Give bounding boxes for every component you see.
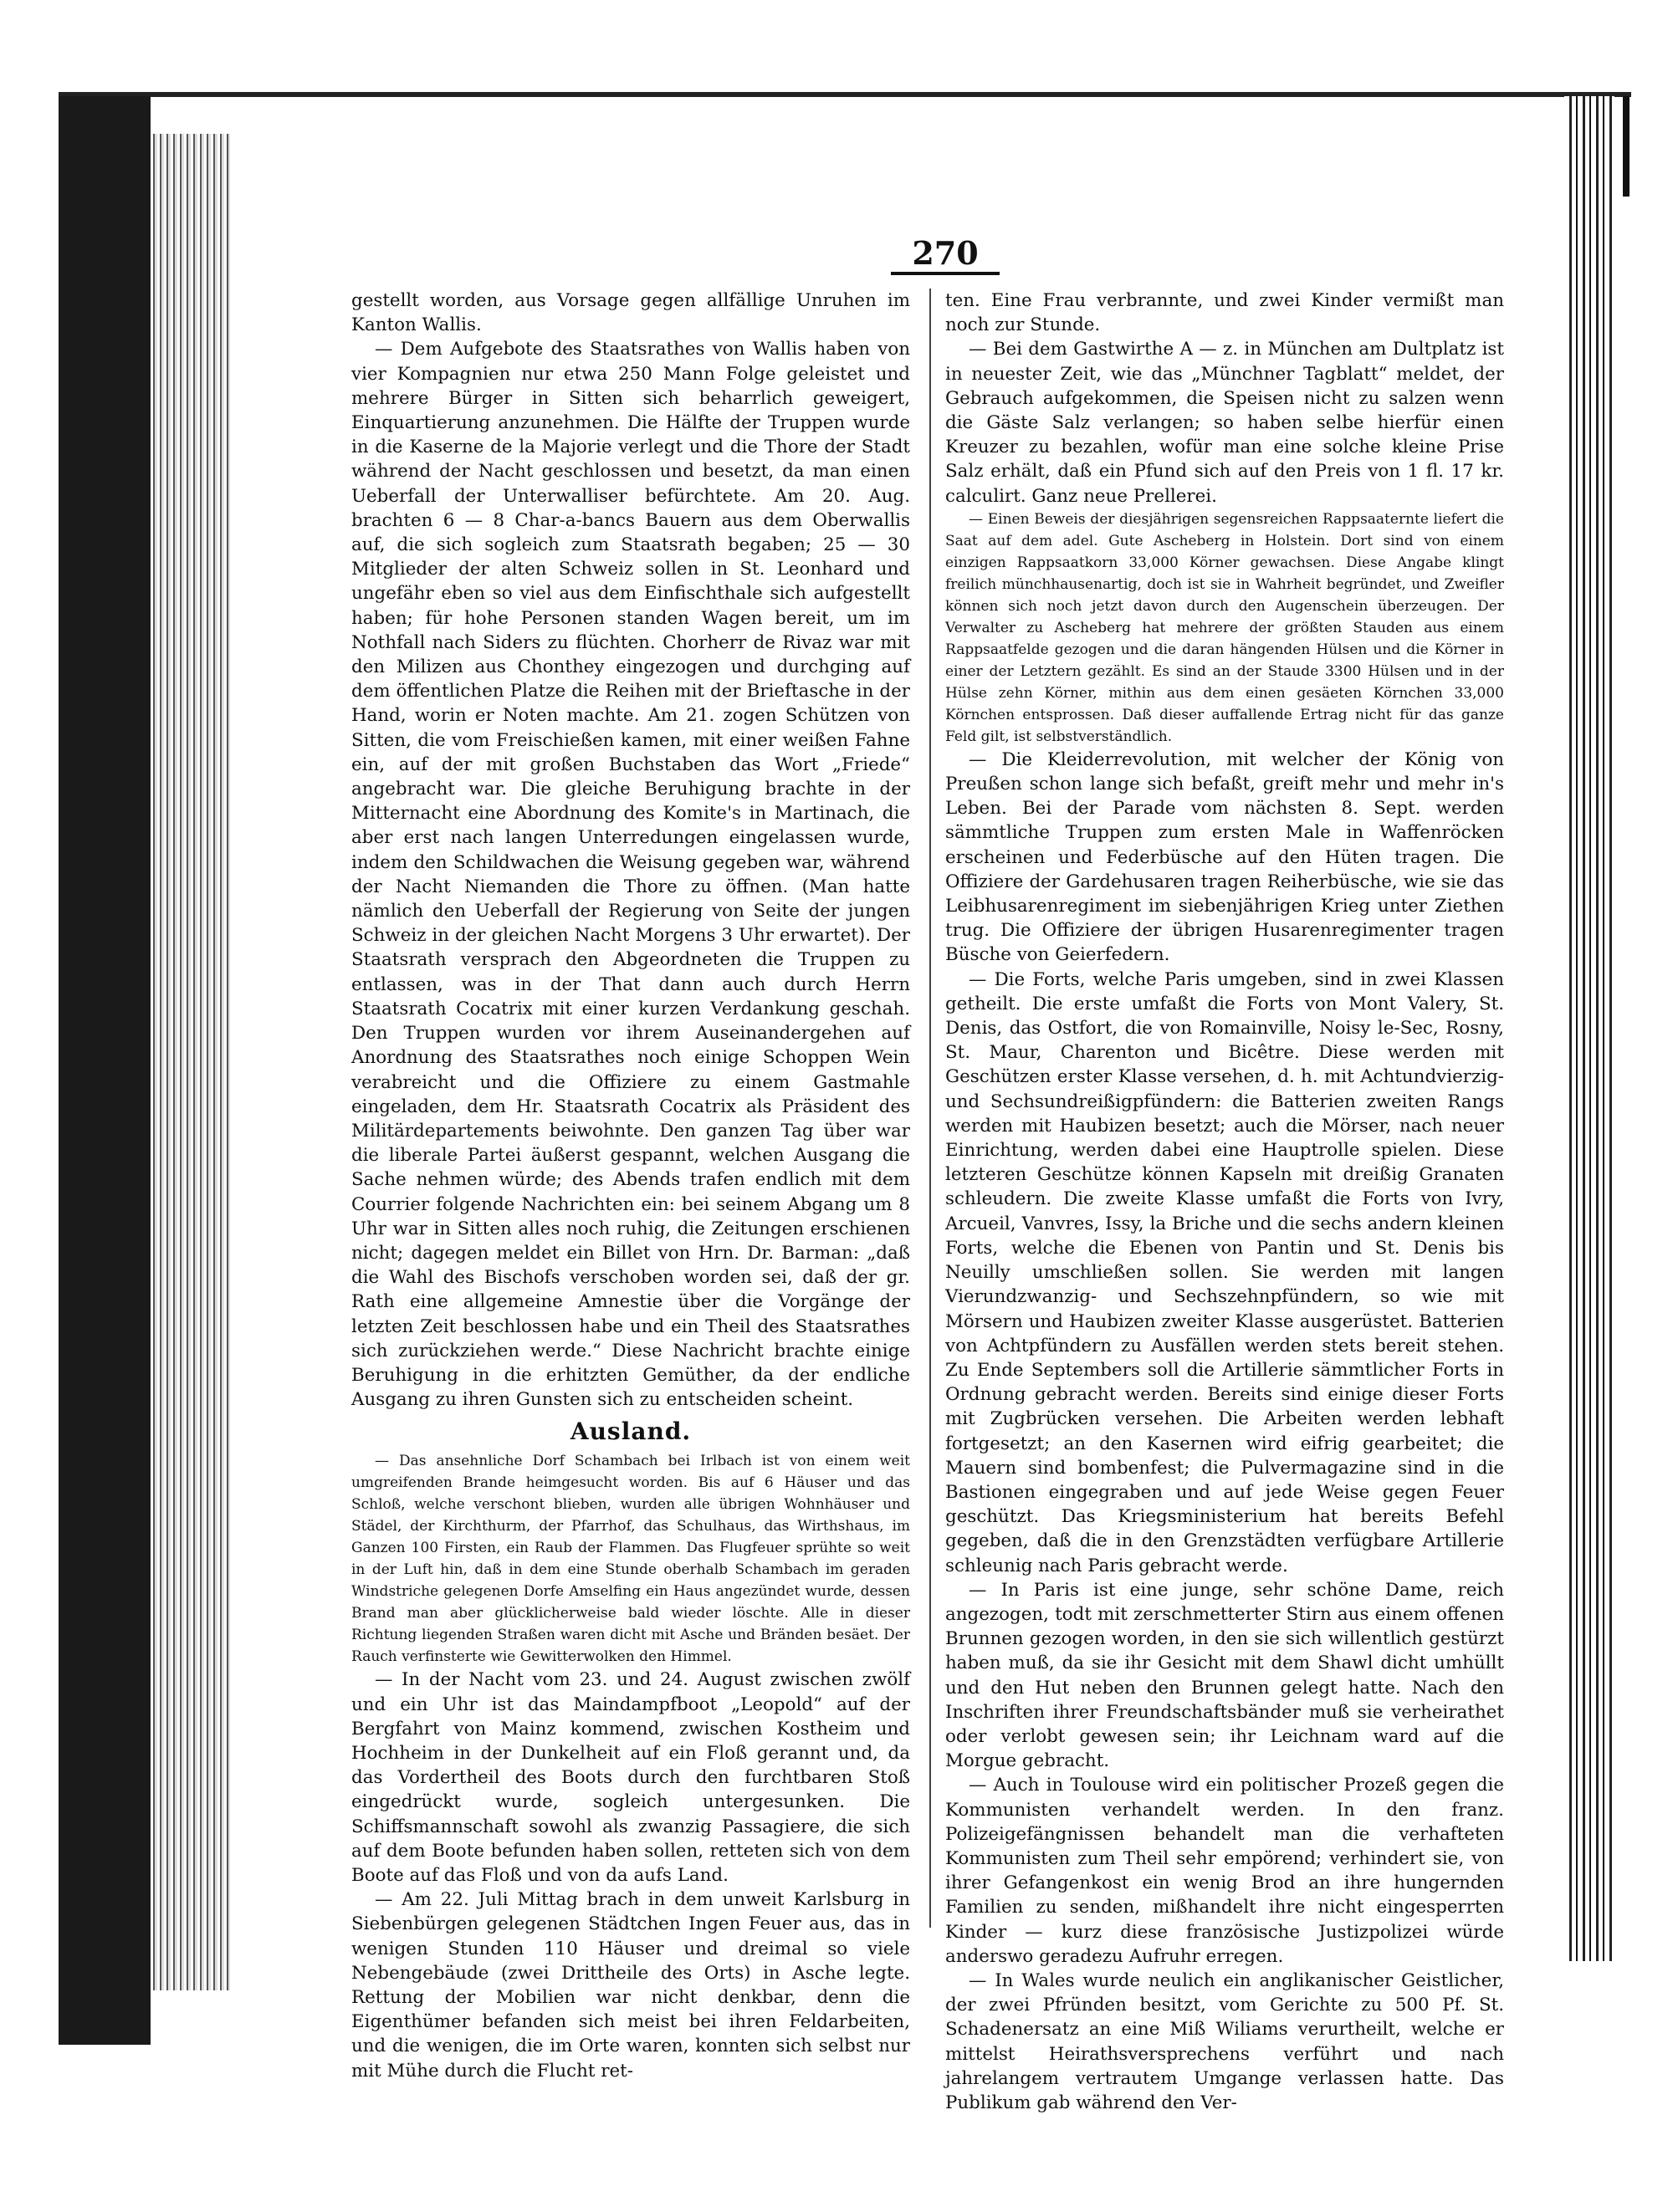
article-paragraph: — In Paris ist eine junge, sehr schöne Dame, reich angezogen, todt mit zerschmetterter Stirn aus einem offenen Brunnen gezogen worden, in den sie sich willentlich gestürzt haben muß, da sie ihr Gesicht mit dem Shawl dicht umhüllt und den Hut neben den Brunnen gelegt hatte. Nach den Inschriften ihrer Freundschaftsbänder muß sie verheirathet oder verlobt gewesen sein; ihr Leichnam ward auf die Morgue gebracht.: [945, 1579, 1504, 1772]
article-paragraph: — Die Kleiderrevolution, mit welcher der König von Preußen schon lange sich befaßt, greift mehr und mehr in's Leben. Bei der Parade vom nächsten 8. Sept. werden sämmtliche Truppen zum ersten Male in Waffenröcken erscheinen und Federbüsche auf den Hüten tragen. Die Offiziere der Gardehusaren tragen Reiherbüsche, wie sie das Leibhusarenregiment im siebenjährigen Krieg unter Ziethen trug. Die Offiziere der übrigen Husarenregimenter tragen Büsche von Geierfedern.: [945, 748, 1504, 966]
article-paragraph: — In Wales wurde neulich ein anglikanischer Geistlicher, der zwei Pfründen besitzt, vom Gerichte zu 500 Pf. St. Schadenersatz an eine Miß Wiliams verurtheilt, welche er mittelst Heirathsversprechens verführt und nach jahrelangem vertrautem Umgange verlassen hatte. Das Publikum gab während den Ver-: [945, 1969, 1504, 2113]
article-paragraph: — Die Forts, welche Paris umgeben, sind in zwei Klassen getheilt. Die erste umfaßt die Forts von Mont Valery, St. Denis, das Ostfort, die von Romainville, Noisy le-Sec, Rosny, St. Maur, Charenton und Bicêtre. Diese werden mit Geschützen erster Klasse versehen, d. h. mit Achtundvierzig- und Sechsundreißigpfündern: die Batterien zweiten Rangs werden mit Haubizen besetzt; auch die Mörser, nach neuer Einrichtung, werden dabei eine Hauptrolle spielen. Diese letzteren Geschütze können Kapseln mit dreißig Granaten schleudern. Die zweite Klasse umfaßt die Forts von Ivry, Arcueil, Vanvres, Issy, la Briche und die sechs andern kleinen Forts, welche die Ebenen von Pantin und St. Denis bis Neuilly umschließen sollen. Sie werden mit langen Vierundzwanzig- und Sechszehnpfündern, so wie mit Mörsern und Haubizen zweiter Klasse ausgerüstet. Batterien von Achtpfündern zu Ausfällen werden stets bereit stehen. Zu Ende Septembers soll die Artillerie sämmtlicher Forts in Ordnung gebracht werden. Bereits sind einige dieser Forts mit Zugbrücken versehen. Die Arbeiten werden lebhaft fortgesetzt; an den Kasernen wird eifrig gearbeitet; die Mauern sind bombenfest; die Pulvermagazine sind in die Bastionen eingegraben und auf jede Weise gegen Feuer geschützt. Das Kriegsministerium hat bereits Befehl gegeben, daß die in den Grenzstädten verfügbare Artillerie schleunig nach Paris gebracht werde.: [945, 968, 1504, 1576]
column-divider: [929, 289, 931, 1928]
article-paragraph: — Am 22. Juli Mittag brach in dem unweit Karlsburg in Siebenbürgen gelegenen Städtchen Ingen Feuer aus, das in wenigen Stunden 110 Häuser und dreimal so viele Nebengebäude (zwei Drittheile des Orts) in Asche legte. Rettung der Mobilien war nicht denkbar, denn die Eigenthümer befanden sich meist bei ihren Feldarbeiten, und die wenigen, die im Orte waren, konnten sich selbst nur mit Mühe durch die Flucht ret-: [351, 1889, 910, 2082]
left-column: [351, 289, 910, 2083]
article-paragraph: gestellt worden, aus Vorsage gegen allfällige Unruhen im Kanton Wallis.: [351, 290, 910, 336]
article-paragraph: ten. Eine Frau verbrannte, und zwei Kinder vermißt man noch zur Stunde.: [945, 290, 1504, 336]
page-number-rule: [891, 272, 1000, 275]
scan-corner: [1623, 96, 1630, 197]
small-print-paragraph: — Einen Beweis der diesjährigen segensreichen Rappsaaternte liefert die Saat auf dem adel. Gute Ascheberg in Holstein. Dort sind von einem einzigen Rappsaatkorn 33,000 Körner gewachsen. Diese Angabe klingt freilich münchhausenartig, doch ist sie in Wahrheit begründet, und Zweifler können sich noch jetzt davon durch den Augenschein überzeugen. Der Verwalter zu Ascheberg hat mehrere der größten Stauden aus einem Rappsaatfelde gezogen und die daran hängenden Hülsen und die Körner in einer der Letztern gezählt. Es sind an der Staude 3300 Hülsen und in der Hülse zehn Körner, mithin aus dem einen gesäeten Körnchen 33,000 Körnchen entsprossen. Daß dieser auffallende Ertrag nicht für das ganze Feld gilt, ist selbstverständlich.: [945, 510, 1504, 745]
scan-margin-shadow: [59, 96, 151, 2045]
page-number: 270: [912, 234, 979, 272]
article-paragraph: — Dem Aufgebote des Staatsrathes von Wallis haben von vier Kompagnien nur etwa 250 Mann Folge geleistet und mehrere Bürger in Sitten sich beharrlich geweigert, Einquartierung anzunehmen. Die Hälfte der Truppen wurde in die Kaserne de la Majorie verlegt und die Thore der Stadt während der Nacht geschlossen und besetzt, da man einen Ueberfall der Unterwalliser befürchtete. Am 20. Aug. brachten 6 — 8 Char-a-bancs Bauern aus dem Oberwallis auf, die sich sogleich zum Staatsrath begaben; 25 — 30 Mitglieder der alten Schweiz sollen in St. Leonhard und ungefähr eben so viel aus dem Einfischthale sich aufgestellt haben; für hohe Personen standen Wagen bereit, um im Nothfall nach Siders zu flüchten. Chorherr de Rivaz war mit den Milizen aus Chonthey eingezogen und durchging auf dem öffentlichen Platze die Reihen mit der Brieftasche in der Hand, worin er Noten machte. Am 21. zogen Schützen von Sitten, die vom Freischießen kamen, mit einer weißen Fahne ein, auf der mit großen Buchstaben das Wort „Friede“ angebracht war. Die gleiche Beruhigung brachte in der Mitternacht eine Abordnung des Komite's in Martinach, die aber erst nach langen Unterredungen eingelassen wurde, indem den Schildwachen die Weisung gegeben war, während der Nacht Niemanden die Thore zu öffnen. (Man hatte nämlich den Ueberfall der Regierung von Seite der jungen Schweiz in der gleichen Nacht Morgens 3 Uhr erwartet). Der Staatsrath versprach den Abgeordneten die Truppen zu entlassen, was in der That dann auch durch Herrn Staatsrath Cocatrix mit einer kurzen Verdankung geschah. Den Truppen wurden vor ihrem Auseinandergehen auf Anordnung des Staatsrathes noch einige Schoppen Wein verabreicht und die Offiziere zu einem Gastmahle eingeladen, dem Hr. Staatsrath Cocatrix als Präsident des Militärdepartements beiwohnte. Den ganzen Tag über war die liberale Partei äußerst gespannt, welchen Ausgang die Sache nehmen würde; des Abends trafen endlich mit dem Courrier folgende Nachrichten ein: bei seinem Abgang um 8 Uhr war in Sitten alles noch ruhig, die Zeitungen erschienen nicht; dagegen meldet ein Billet von Hrn. Dr. Barman: „daß die Wahl des Bischofs verschoben worden sei, daß der gr. Rath eine allgemeine Amnestie über die Vorgänge der letzten Zeit beschlossen habe und ein Theil des Staatsrathes sich zurückziehen werde.“ Diese Nachricht brachte einige Beruhigung in die erhitzten Gemüther, da der endliche Ausgang zu ihren Gunsten sich zu entscheiden scheint.: [351, 339, 910, 1411]
article-paragraph: — In der Nacht vom 23. und 24. August zwischen zwölf und ein Uhr ist das Maindampfboot „Leopold“ auf der Bergfahrt von Mainz kommend, zwischen Kostheim und Hochheim in der Dunkelheit auf ein Floß gerannt und, da das Vordertheil des Boots durch den furchtbaren Stoß eingedrückt wurde, sogleich untergesunken. Die Schiffsmannschaft sowohl als zwanzig Passagiere, die sich auf dem Boote befunden haben sollen, retteten sich von dem Boote auf das Floß und von da aufs Land.: [351, 1669, 910, 1886]
section-heading: Ausland.: [570, 1418, 692, 1446]
small-print-paragraph: — Das ansehnliche Dorf Schambach bei Irlbach ist von einem weit umgreifenden Brande heimgesucht worden. Bis auf 6 Häuser und das Schloß, welche verschont blieben, wurden alle übrigen Wohnhäuser und Städel, der Kirchthurm, der Pfarrhof, das Schulhaus, das Wirthshaus, im Ganzen 100 Firsten, ein Raub der Flammen. Das Flugfeuer sprühte so weit in der Luft hin, daß in dem eine Stunde oberhalb Schambach im geraden Windstriche gelegenen Dorfe Amselfing ein Haus angezündet wurde, dessen Brand man aber glücklicherweise bald wieder löschte. Alle in dieser Richtung liegenden Straßen waren dicht mit Asche und Bränden besäet. Der Rauch verfinsterte wie Gewitterwolken den Himmel.: [351, 1453, 910, 1666]
scan-top-edge: [59, 92, 1631, 97]
article-paragraph: — Auch in Toulouse wird ein politischer Prozeß gegen die Kommunisten verhandelt werden. In den franz. Polizeigefängnissen behandelt man die verhafteten Kommunisten zum Theil sehr empörend; verhindert sie, von ihrer Gefangenkost ein wenig Brod an ihre hungernden Familien zu senden, mißhandelt ihre nicht eingesperrten Kinder — kurz diese französische Justizpolizei würde anderswo geradezu Aufruhr erregen.: [945, 1775, 1504, 1967]
article-paragraph: — Bei dem Gastwirthe A — z. in München am Dultplatz ist in neuester Zeit, wie das „Münchner Tagblatt“ meldet, der Gebrauch aufgekommen, die Speisen nicht zu salzen wenn die Gäste Salz verlangen; so haben selbe hierfür einen Kreuzer zu bezahlen, wofür man eine solche kleine Prise Salz erhält, daß ein Pfund sich auf den Preis von 1 fl. 17 kr. calculirt. Ganz neue Prellerei.: [945, 339, 1504, 507]
page-edges: [1564, 96, 1614, 1961]
right-column: [945, 289, 1504, 2115]
book-spine: [151, 134, 230, 1990]
